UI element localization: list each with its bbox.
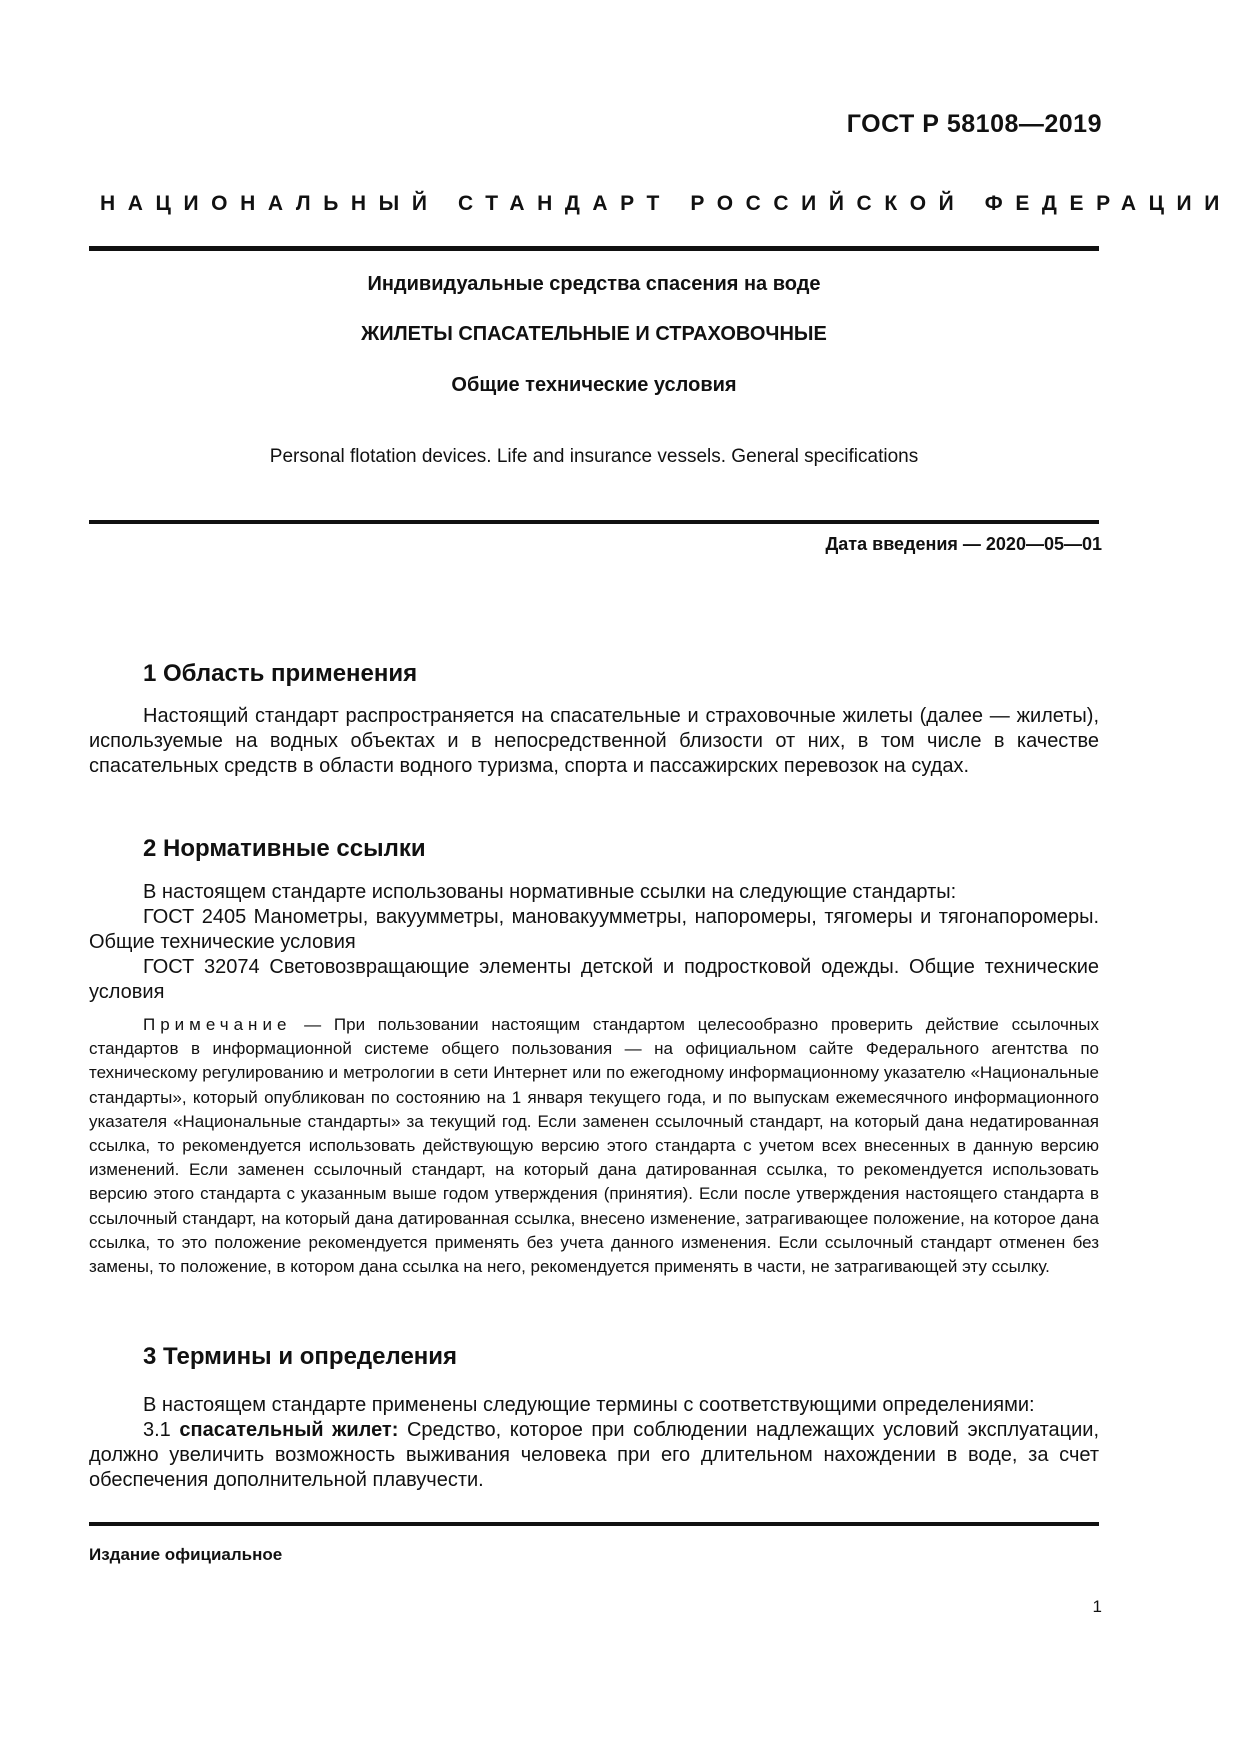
section-1-heading: 1 Область применения [143,660,418,687]
section-2-intro: В настоящем стандарте использованы нормативные ссылки на следующие стандарты: [143,881,957,903]
title-divider [89,520,1099,524]
top-divider [89,246,1099,251]
title-line-2: ЖИЛЕТЫ СПАСАТЕЛЬНЫЕ И СТРАХОВОЧНЫЕ [361,323,827,345]
reference-gost-2405: ГОСТ 2405 Манометры, вакуумметры, мановакуумметры, напоромеры, тягомеры и тягонапоромеры. Общие технические условия [89,906,1099,953]
edition-label: Издание официальное [89,1545,283,1564]
title-line-1: Индивидуальные средства спасения на воде [367,273,821,295]
document-code: ГОСТ Р 58108—2019 [846,110,1102,138]
introduction-date: Дата введения — 2020—05—01 [825,534,1102,554]
footer-divider [89,1522,1099,1526]
section-3-heading: 3 Термины и определения [143,1343,458,1370]
english-title: Personal flotation devices. Life and insurance vessels. General specifications [269,446,919,467]
term-3-1 [89,1418,1099,1493]
note-label: Примечание [143,1015,292,1034]
term-number: 3.1 [143,1419,180,1441]
page-number: 1 [1092,1597,1102,1616]
reference-gost-32074: ГОСТ 32074 Световозвращающие элементы детской и подростковой одежды. Общие технические условия [89,956,1099,1003]
section-2-heading: 2 Нормативные ссылки [143,835,426,862]
term-definition: Средство, которое при соблюдении надлежащих условий эксплуатации, должно увеличить возможность выживания человека при его длительном нахождении в воде, за счет обеспечения дополнительной плавучести. [89,1419,1100,1491]
note-text: — При пользовании настоящим стандартом целесообразно проверить действие ссылочных стандартов в информационной системе общего пользования — на официальном сайте Федерального агентства по техническому регулированию и метрологии в сети Интернет или по ежегодному информационному указателю «Национальные стандарты», который опубликован по состоянию на 1 января текущего года, и по выпускам ежемесячного информационного указателя «Национальные стандарты» за текущий год. Если заменен ссылочный стандарт, на который дана недатированная ссылка, то рекомендуется использовать действующую версию этого стандарта с учетом всех внесенных в данную версию изменений. Если заменен ссылочный стандарт, на который дана датированная ссылка, то рекомендуется использовать версию этого стандарта с указанным выше годом утверждения (принятия). Если после утверждения настоящего стандарта в ссылочный стандарт, на который дана датированная ссылка, внесено изменение, затрагивающее положение, на которое дана ссылка, то это положение рекомендуется применять без учета данного изменения. Если ссылочный стандарт отменен без замены, то положение, в котором дана ссылка на него, рекомендуется применять в части, не затрагивающей эту ссылку. [89,1015,1099,1277]
section-2-note [89,1013,1099,1279]
section-3-intro: В настоящем стандарте применены следующие термины с соответствующими определениями: [143,1394,1035,1416]
section-1-paragraph: Настоящий стандарт распространяется на спасательные и страховочные жилеты (далее — жилеты), используемые на водных объектах и в непосредственной близости от них, в том числе в качестве спасательных средств в области водного туризма, спорта и пассажирских перевозок на судах. [89,705,1099,777]
term-name: спасательный жилет: [179,1419,399,1441]
national-standard-header: НАЦИОНАЛЬНЫЙ СТАНДАРТ РОССИЙСКОЙ ФЕДЕРАЦИИ [100,192,1232,215]
title-line-3: Общие технические условия [451,374,737,396]
